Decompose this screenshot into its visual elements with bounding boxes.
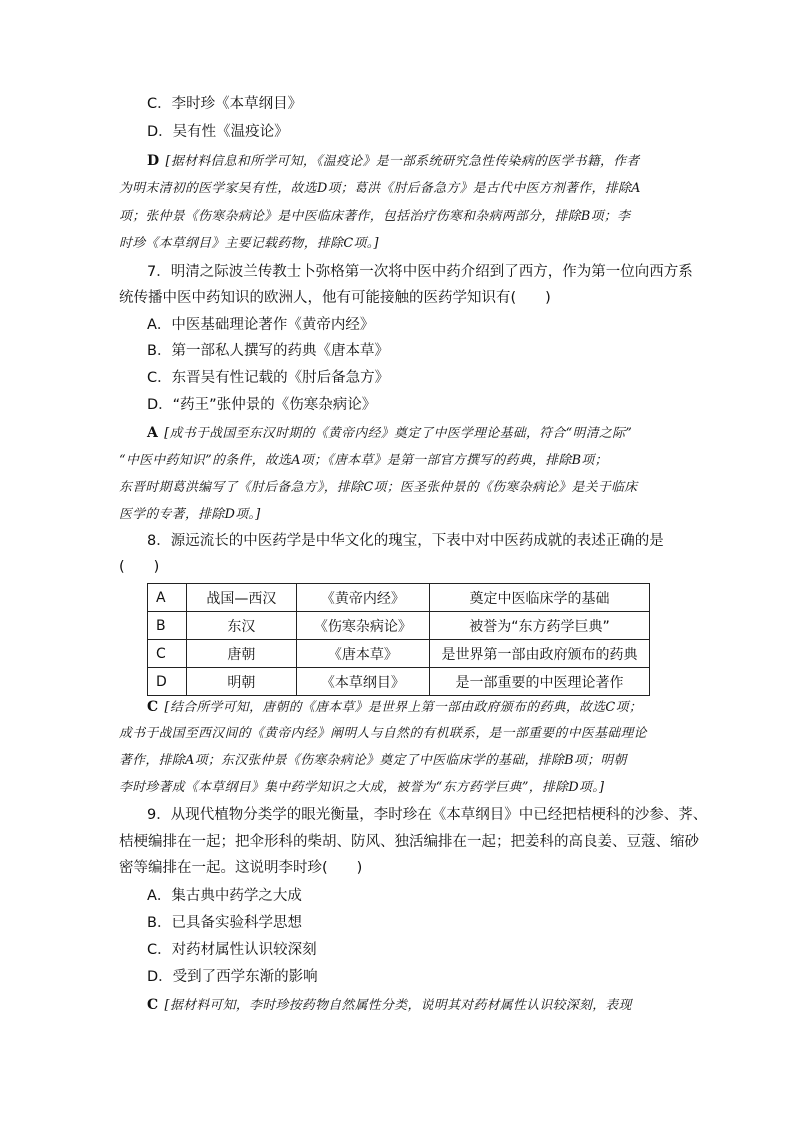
table-cell: 是一部重要的中医理论著作 — [430, 668, 650, 696]
table-cell: 被誉为“东方药学巨典” — [430, 612, 650, 640]
q9-option-b: B．已具备实验科学思想 — [147, 915, 302, 931]
table-cell: C — [148, 640, 187, 668]
q7-answer-line-3: 东晋时期葛洪编写了《肘后备急方》，排除C项；医圣张仲景的《伤寒杂病论》是关于临床 — [119, 480, 638, 495]
q9-stem-line-2: 桔梗编排在一起；把伞形科的柴胡、防风、独活编排在一起；把姜科的高良姜、豆蔻、缩砂 — [119, 834, 699, 850]
table-row — [148, 668, 650, 696]
table-row — [148, 584, 650, 612]
q7-answer-letter: A — [147, 425, 159, 441]
table-cell: 明朝 — [187, 668, 296, 696]
q9-option-d: D．受到了西学东渐的影响 — [147, 969, 318, 985]
q8-answer-text-1: [结合所学可知，唐朝的《唐本草》是世界上第一部由政府颁布的药典，故选C项； — [164, 700, 643, 715]
q7-answer-text-1: [成书于战国至东汉时期的《黄帝内经》奠定了中医学理论基础，符合“明清之际” — [164, 426, 633, 441]
q7-answer-line-1 — [147, 423, 632, 444]
q7-option-d: D．“药王”张仲景的《伤寒杂病论》 — [147, 397, 377, 413]
q6-answer-line-3: 项；张仲景《伤寒杂病论》是中医临床著作，包括治疗伤寒和杂病两部分，排除B项；李 — [119, 209, 631, 224]
q9-option-c: C．对药材属性认识较深刻 — [147, 942, 317, 958]
q7-option-a: A．中医基础理论著作《黄帝内经》 — [147, 317, 375, 333]
q8-answer-letter: C — [147, 699, 159, 715]
q7-option-c: C．东晋吴有性记载的《肘后备急方》 — [147, 370, 390, 386]
q9-option-a: A．集古典中药学之大成 — [147, 888, 302, 904]
q8-answer-line-3: 著作，排除A项；东汉张仲景《伤寒杂病论》奠定了中医临床学的基础，排除B项；明朝 — [119, 753, 627, 768]
q6-answer-line-2: 为明末清初的医学家吴有性，故选D项；葛洪《肘后备急方》是古代中医方剂著作，排除A — [119, 181, 641, 196]
table-cell: 《黄帝内经》 — [296, 584, 430, 612]
table-row — [148, 640, 650, 668]
table-cell: 《本草纲目》 — [296, 668, 430, 696]
table-cell: 奠定中医临床学的基础 — [430, 584, 650, 612]
q8-stem-line-1: 8．源远流长的中医药学是中华文化的瑰宝，下表中对中医药成就的表述正确的是 — [147, 533, 664, 549]
table-cell: 是世界第一部由政府颁布的药典 — [430, 640, 650, 668]
q7-stem-line-2: 统传播中医中药知识的欧洲人，他有可能接触的医药学知识有( ) — [119, 290, 551, 306]
q9-stem-line-1: 9．从现代植物分类学的眼光衡量，李时珍在《本草纲目》中已经把桔梗科的沙参、荠、 — [147, 807, 708, 823]
table-cell: 《伤寒杂病论》 — [296, 612, 430, 640]
q7-answer-line-4: 医学的专著，排除D项。] — [119, 507, 261, 522]
q7-stem-line-1: 7．明清之际波兰传教士卜弥格第一次将中医中药介绍到了西方，作为第一位向西方系 — [147, 264, 693, 280]
q7-option-b: B．第一部私人撰写的药典《唐本草》 — [147, 343, 389, 359]
q7-answer-line-2: “中医中药知识”的条件，故选A项；《唐本草》是第一部官方撰写的药典，排除B项； — [119, 453, 608, 468]
q6-answer-line-1 — [147, 151, 640, 172]
table-cell: D — [148, 668, 187, 696]
table-cell: 东汉 — [187, 612, 296, 640]
q8-options-table — [147, 583, 650, 696]
q9-answer-text-1: [据材料可知，李时珍按药物自然属性分类，说明其对药材属性认识较深刻，表现 — [164, 998, 632, 1013]
q6-option-c: C．李时珍《本草纲目》 — [147, 96, 303, 112]
table-cell: 《唐本草》 — [296, 640, 430, 668]
table-cell: 唐朝 — [187, 640, 296, 668]
q6-answer-letter: D — [147, 153, 160, 169]
q6-answer-text-1: [据材料信息和所学可知，《温疫论》是一部系统研究急性传染病的医学书籍，作者 — [165, 154, 640, 169]
q9-answer-letter: C — [147, 997, 159, 1013]
table-cell: B — [148, 612, 187, 640]
q8-answer-line-4: 李时珍著成《本草纲目》集中药学知识之大成，被誉为“东方药学巨典”，排除D项。] — [119, 780, 605, 795]
q8-answer-line-2: 成书于战国至西汉间的《黄帝内经》阐明人与自然的有机联系，是一部重要的中医基础理论 — [119, 726, 647, 741]
q6-option-d: D．吴有性《温疫论》 — [147, 124, 289, 140]
q9-stem-line-3: 密等编排在一起。这说明李时珍( ) — [119, 860, 363, 876]
table-row — [148, 612, 650, 640]
q6-answer-line-4: 时珍《本草纲目》主要记载药物，排除C项。] — [119, 236, 379, 251]
q8-stem-line-2: ( ) — [119, 559, 160, 575]
q8-answer-line-1 — [147, 697, 642, 718]
table-cell: A — [148, 584, 187, 612]
q9-answer-line-1 — [147, 995, 632, 1016]
table-cell: 战国—西汉 — [187, 584, 296, 612]
